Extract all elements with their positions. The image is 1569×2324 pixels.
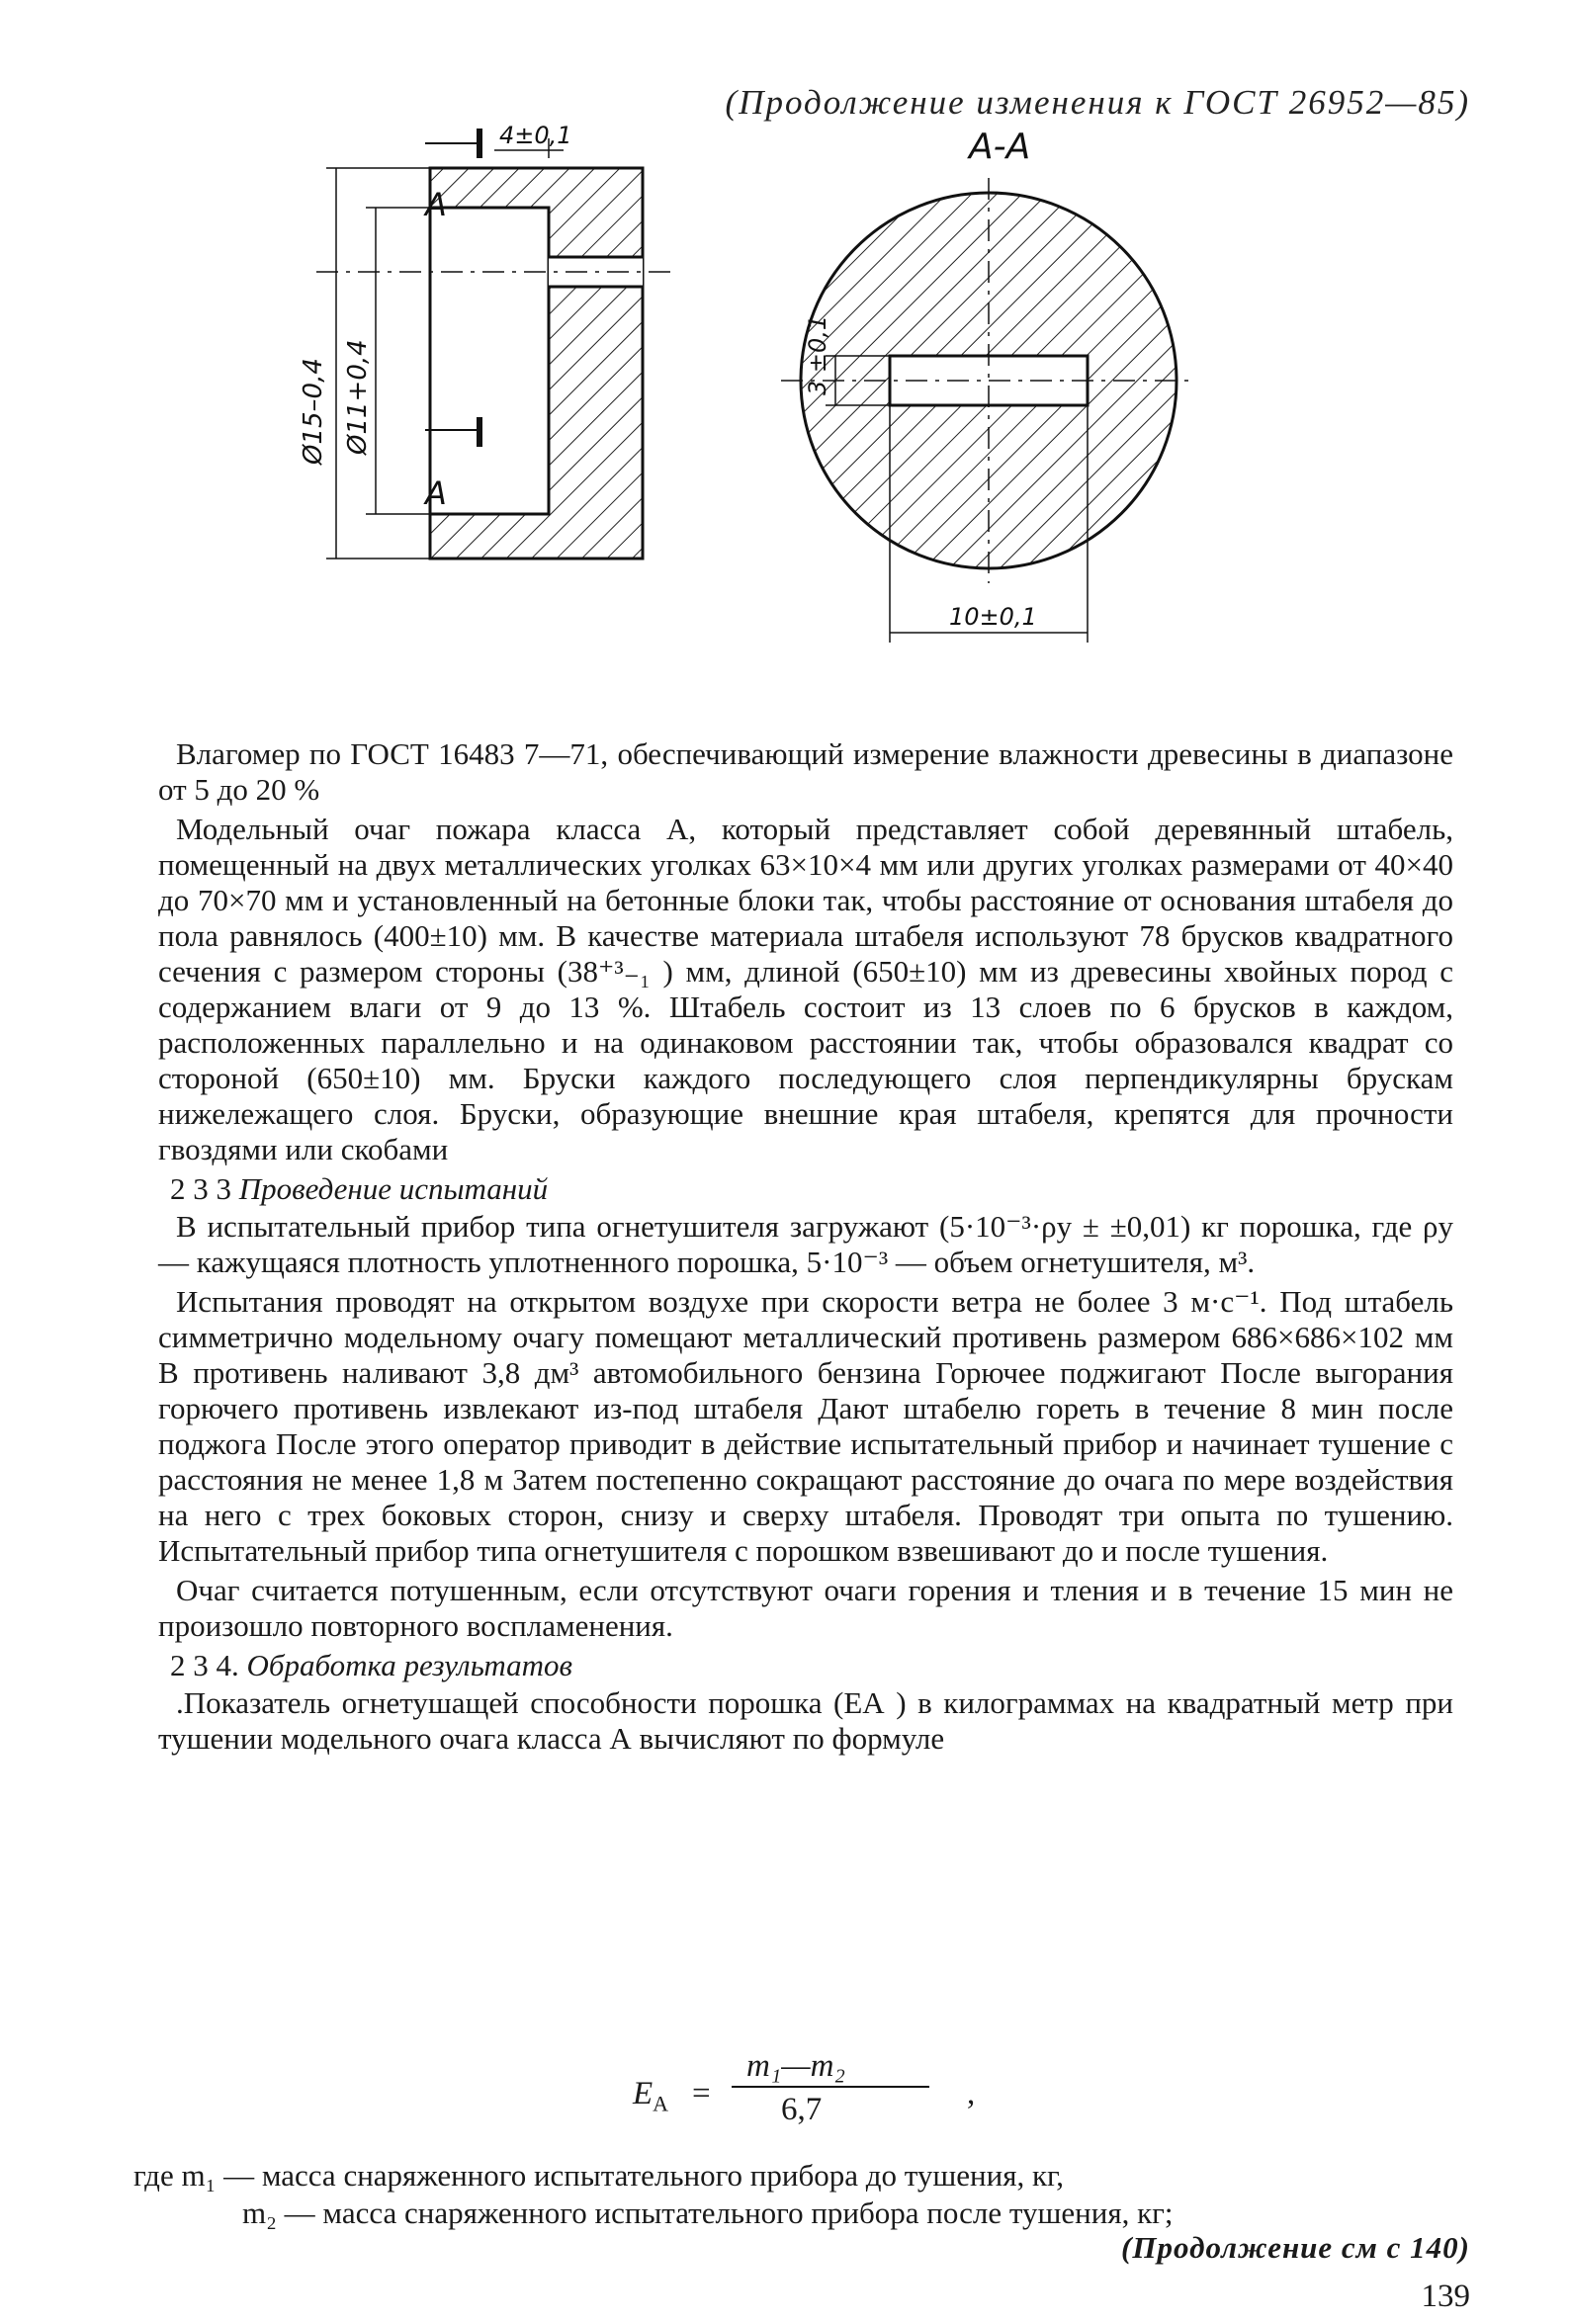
formula-fraction-bar [732,2086,929,2088]
continuation-note: (Продолжение см с 140) [1121,2230,1470,2265]
formula-ea [633,2046,989,2145]
main-text [158,736,1453,1761]
formula-legend [133,2157,1458,2232]
formula-comma: , [967,2076,976,2111]
section-2-3-4-heading [170,1648,1453,1683]
paragraph-loading: В испытательный прибор типа огнетушителя загружают (5·10⁻³·ρу ± ±0,01) кг порошка, где ρу — кажущаяся плотность уплотненного порошка, 5·10⁻³ — объем огнетушителя, м³. [158,1209,1453,1279]
paragraph-formula-intro: .Показатель огнетушащей способности порошка (EА ) в килограммах на квадратный метр при тушении модельного очага класса А вычисляют по формуле [158,1685,1453,1756]
paragraph-procedure: Испытания проводят на открытом воздухе при скорости ветра не более 3 м·с⁻¹. Под штабель симметрично модельному очагу помещают металлический противень размером 686×686×102 мм В противень наливают 3,8 дм³ автомобильного бензина Горючее поджигают После выгорания горючего противень извлекают из-под штабеля Дают штабелю гореть в течение 8 мин после поджога После этого оператор приводит в действие испытательный прибор и начинает тушение с расстояния не менее 1,8 м Затем постепенно сокращают расстояние до очага по мере воздействия на него с трех боковых сторон, снизу и сверху штабеля. Проводят три опыта по тушению. Испытательный прибор типа огнетушителя с порошком взвешивают до и после тушения. [158,1284,1453,1568]
section-2-3-4-title: Обработка результатов [246,1648,573,1682]
dim-outer-diameter: Ø15–0,4 [299,358,328,465]
section-mark-a-bottom: А [425,474,447,512]
dim-slot-length: 10±0,1 [949,603,1037,631]
section-2-3-4-number: 2 3 4. [170,1648,239,1682]
dim-slot-height: 3 ±0,1 [804,314,831,395]
legend-m1: где m₁ — масса снаряженного испытательного прибора до тушения, кг, [133,2158,1065,2193]
formula-numerator: m₁—m₂ [746,2048,845,2084]
formula-lhs: $E_А$ [633,2076,669,2116]
formula-equals: = [692,2076,711,2111]
section-2-3-3-heading [170,1171,1453,1207]
section-mark-a-top: А [425,186,447,223]
page-header: (Продолжение изменения к ГОСТ 26952—85) [725,83,1470,122]
section-view [781,178,1196,643]
paragraph-moisture-meter: Влагомер по ГОСТ 16483 7—71, обеспечивающий измерение влажности древесины в диапазоне от 5 до 20 % [158,736,1453,807]
page-number: 139 [1421,2279,1470,2314]
legend-m2: m₂ — масса снаряженного испытательного прибора после тушения, кг; [242,2195,1174,2230]
technical-drawing [277,122,1285,712]
drawing-svg [277,122,1285,712]
paragraph-extinguished: Очаг считается потушенным, если отсутствуют очаги горения и тления и в течение 15 мин не произошло повторного воспламенения. [158,1573,1453,1643]
paragraph-model-fire: Модельный очаг пожара класса А, который представляет собой деревянный штабель, помещенный на двух металлических уголках 63×10×4 мм или других уголках размерами от 40×40 до 70×70 мм и установленный на бетонные блоки так, чтобы расстояние от основания штабеля до пола равнялось (400±10) мм. В качестве материала штабеля используют 78 брусков квадратного сечения с размером стороны (38⁺³₋₁ ) мм, длиной (650±10) мм из древесины хвойных пород с содержанием влаги от 9 до 13 %. Штабель состоит из 13 слоев по 6 брусков в каждом, расположенных параллельно и на одинаковом расстоянии так, чтобы образовался квадрат со стороной (650±10) мм. Бруски каждого последующего слоя перпендикулярны брускам нижележащего слоя. Бруски, образующие внешние края штабеля, крепятся для прочности гвоздями или скобами [158,812,1453,1166]
formula-denominator: 6,7 [781,2092,823,2127]
section-2-3-3-number: 2 3 3 [170,1171,231,1206]
dim-inner-diameter: Ø11+0,4 [343,339,373,455]
section-2-3-3-title: Проведение испытаний [238,1171,549,1206]
section-title: А-А [969,127,1031,167]
dim-slot-width: 4±0,1 [499,122,572,149]
